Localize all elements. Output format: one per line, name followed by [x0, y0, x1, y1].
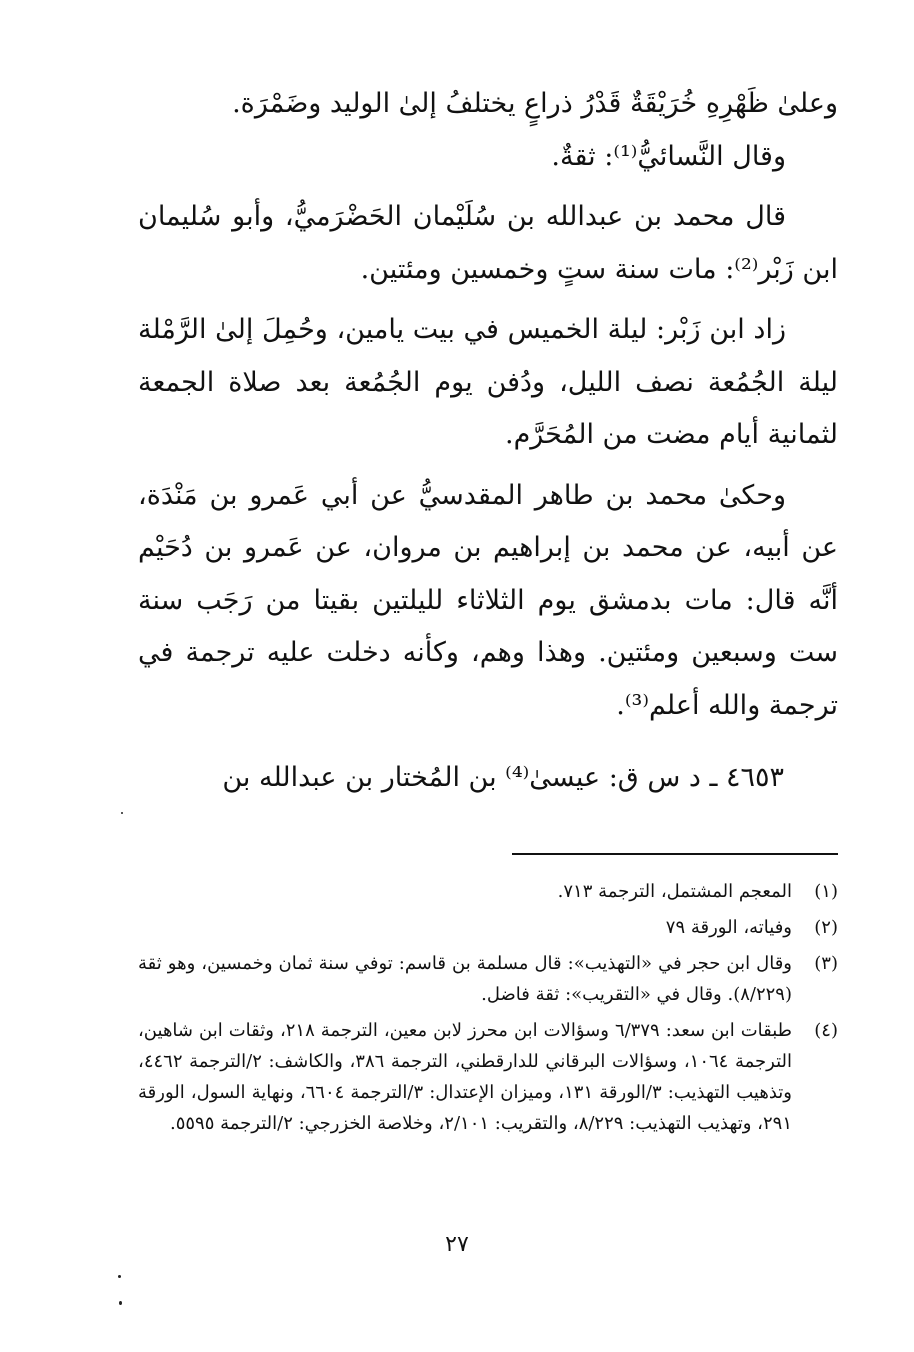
footnote-4 [138, 1015, 838, 1139]
footnote-text: وقال ابن حجر في «التهذيب»: قال مسلمة بن قاسم: توفي سنة ثمان وخمسين، وهو ثقة (٨/٢٢٩). وقال في «التقريب»: ثقة فاضل. [138, 953, 792, 1005]
scan-speck [121, 812, 123, 814]
paragraph-2: وقال النَّسائيُّ⁽¹⁾: ثقةٌ. [551, 140, 786, 172]
footnote-number: (٢) [814, 917, 838, 938]
scan-speck [118, 1275, 121, 1278]
footnote-text: المعجم المشتمل، الترجمة ٧١٣. [557, 881, 792, 902]
paragraph-4: زاد ابن زَبْر: ليلة الخميس في بيت يامين، وحُمِلَ إلىٰ الرَّمْلة ليلة الجُمُعة نصف الليل، ودُفن يوم الجُمُعة بعد صلاة الجمعة لثمانية أيام مضت من المُحَرَّم. [138, 314, 838, 450]
paragraph-3: قال محمد بن عبدالله بن سُلَيْمان الحَضْرَميُّ، وأبو سُليمان ابن زَبْر⁽²⁾: مات سنة ستٍ وخمسين ومئتين. [138, 201, 838, 285]
footnote-1 [138, 876, 838, 907]
footnote-number: (٣) [814, 953, 838, 974]
paragraph-5: وحكىٰ محمد بن طاهر المقدسيُّ عن أبي عَمرو بن مَنْدَة، عن أبيه، عن محمد بن إبراهيم بن مروان، عن عَمرو بن دُحَيْم أنَّه قال: مات بدمشق يوم الثلاثاء لليلتين بقيتا من رَجَب سنة ست وسبعين ومئتين. وهذا وهم، وكأنه دخلت عليه ترجمة في ترجمة والله أعلم⁽³⁾. [138, 479, 838, 721]
page-number: ٢٧ [445, 1232, 469, 1257]
footnote-text: طبقات ابن سعد: ٦/٣٧٩ وسؤالات ابن محرز لابن معين، الترجمة ٢١٨، وثقات ابن شاهين، الترجمة ١٠٦٤، وسؤالات البرقاني للدارقطني، الترجمة ٣٨٦، والكاشف: ٢/الترجمة ٤٤٦٢، وتذهيب التهذيب: ٣/الورقة ١٣١، وميزان الإعتدال: ٣/الترجمة ٦٦٠٤، ونهاية السول، الورقة ٢٩١، وتهذيب التهذيب: ٨/٢٢٩، والتقريب: ٢/١٠١، وخلاصة الخزرجي: ٢/الترجمة ٥٥٩٥. [138, 1020, 792, 1134]
paragraph-1: وعلىٰ ظَهْرِهِ خُرَيْقَةٌ قَدْرُ ذراعٍ يختلفُ إلىٰ الوليد وضَمْرَة. [232, 88, 838, 119]
entry-heading: ٤٦٥٣ ـ د س ق: عيسىٰ⁽⁴⁾ بن المُختار بن عبدالله بن [222, 762, 784, 793]
footnote-text: وفياته، الورقة ٧٩ [665, 917, 792, 938]
footnote-divider [512, 853, 838, 855]
footnote-number: (٤) [814, 1020, 838, 1041]
main-text [138, 78, 838, 740]
scan-speck [119, 1301, 122, 1305]
footnote-3 [138, 948, 838, 1010]
footnotes [138, 876, 838, 1144]
footnote-number: (١) [814, 881, 838, 902]
footnote-2 [138, 912, 838, 943]
